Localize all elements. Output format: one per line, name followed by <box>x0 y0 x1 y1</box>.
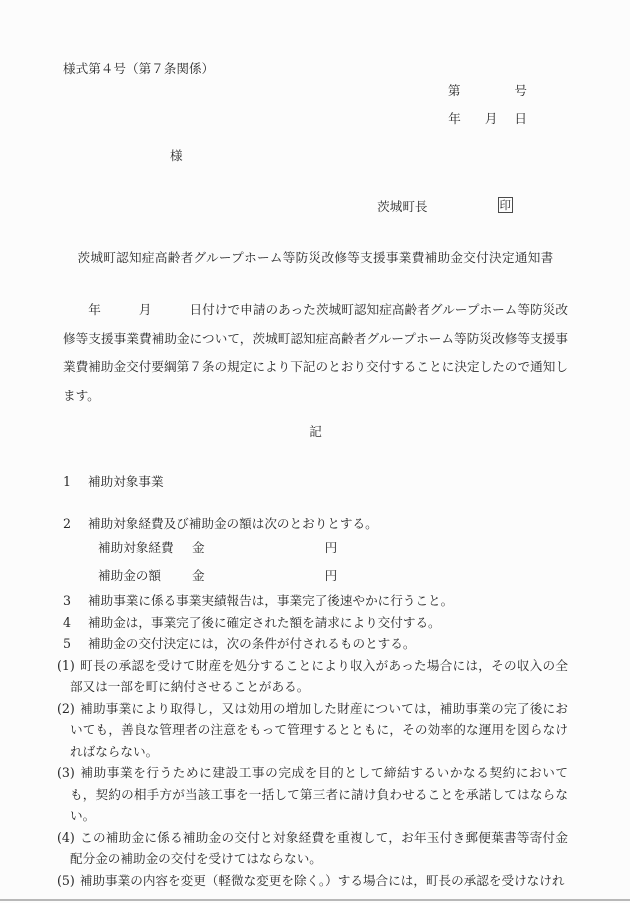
clause-3 <box>57 762 568 827</box>
clause-number: (4) <box>57 829 75 845</box>
clause-1 <box>57 655 568 698</box>
document-number-line <box>63 83 568 98</box>
clause-text: 補助事業により取得し，又は効用の増加した財産については，補助事業の完了後においても，善良な管理者の注意をもって管理するとともに，その効率的な運用を図らなければならない。 <box>70 700 568 759</box>
item-text: 補助事業に係る事業実績報告は，事業完了後速やかに行うこと。 <box>88 593 454 608</box>
currency-prefix: 金 <box>192 568 205 583</box>
item-text: 補助金の交付決定には，次の条件が付されるものとする。 <box>88 636 416 651</box>
day-label: 日 <box>514 111 527 126</box>
intro-paragraph: 年 月 日付けで申請のあった茨城町認知症高齢者グループホーム等防災改修等支援事業費補助金について，茨城町認知症高齢者グループホーム等防災改修等支援事業費補助金交付要綱第７条の規定により下記のとおり交付することに決定したので通知します。 <box>63 302 568 403</box>
item-text: 補助対象経費及び補助金の額は次のとおりとする。 <box>88 515 378 531</box>
sender-line <box>63 196 568 214</box>
record-mark: 記 <box>309 423 322 439</box>
month-label: 月 <box>484 111 498 126</box>
page-bottom-edge <box>0 899 630 901</box>
clause-number: (3) <box>57 765 75 780</box>
clause-number: (2) <box>57 700 75 716</box>
addressee-honorific: 様 <box>170 148 183 163</box>
doc-number-suffix: 号 <box>514 83 527 98</box>
form-number-label: 様式第４号（第７条関係） <box>63 61 215 76</box>
item-text: 補助対象事業 <box>88 473 164 489</box>
clause-text: 町長の承認を受けて財産を処分することにより収入があった場合には，その収入の全部又は一部を町に納付させることがある。 <box>70 657 568 694</box>
clause-2 <box>57 698 568 763</box>
year-label: 年 <box>448 111 461 126</box>
sender-name: 茨城町長 <box>377 198 428 214</box>
clause-4 <box>57 827 568 870</box>
currency-unit: 円 <box>324 540 338 555</box>
item-number: 1 <box>63 473 72 489</box>
item-number: 2 <box>63 515 72 531</box>
clause-text: この補助金に係る補助金の交付と対象経費を重複して，お年玉付き郵便葉書等寄付金配分金の補助金の交付を受けてはならない。 <box>70 829 568 866</box>
list-item-5 <box>63 633 568 655</box>
item-number: 4 <box>63 614 72 630</box>
seal-mark: 印 <box>499 198 511 212</box>
currency-prefix: 金 <box>192 540 205 555</box>
item-text: 補助金は，事業完了後に確定された額を請求により交付する。 <box>88 614 441 630</box>
fee-line-subsidy-target <box>63 534 568 562</box>
list-item-3 <box>63 590 568 612</box>
list-item-2 <box>63 513 568 535</box>
clause-text: 補助事業を行うために建設工事の完成を目的として締結するいかなる契約においても，契約の相手方が当該工事を一括して第三者に請け負わせることを承諾してはならない。 <box>70 765 568 823</box>
fee-line-subsidy-amount <box>63 562 568 590</box>
doc-number-prefix: 第 <box>447 83 461 98</box>
fee-label: 補助金の額 <box>98 568 161 583</box>
document-date-line <box>63 111 568 126</box>
condition-clauses <box>57 655 568 892</box>
list-item-1 <box>63 471 568 493</box>
clause-number: (5) <box>57 872 75 888</box>
document-title: 茨城町認知症高齢者グループホーム等防災改修等支援事業費補助金交付決定通知書 <box>77 250 554 265</box>
item-number: 5 <box>63 636 72 651</box>
list-item-4 <box>63 612 568 634</box>
clause-number: (1) <box>57 657 75 673</box>
currency-unit: 円 <box>324 568 338 583</box>
item-number: 3 <box>63 593 72 608</box>
clause-5 <box>57 870 568 892</box>
fee-label: 補助対象経費 <box>98 540 174 555</box>
clause-text: 補助事業の内容を変更（軽微な変更を除く。）する場合には，町長の承認を受けなけれ <box>79 872 565 888</box>
